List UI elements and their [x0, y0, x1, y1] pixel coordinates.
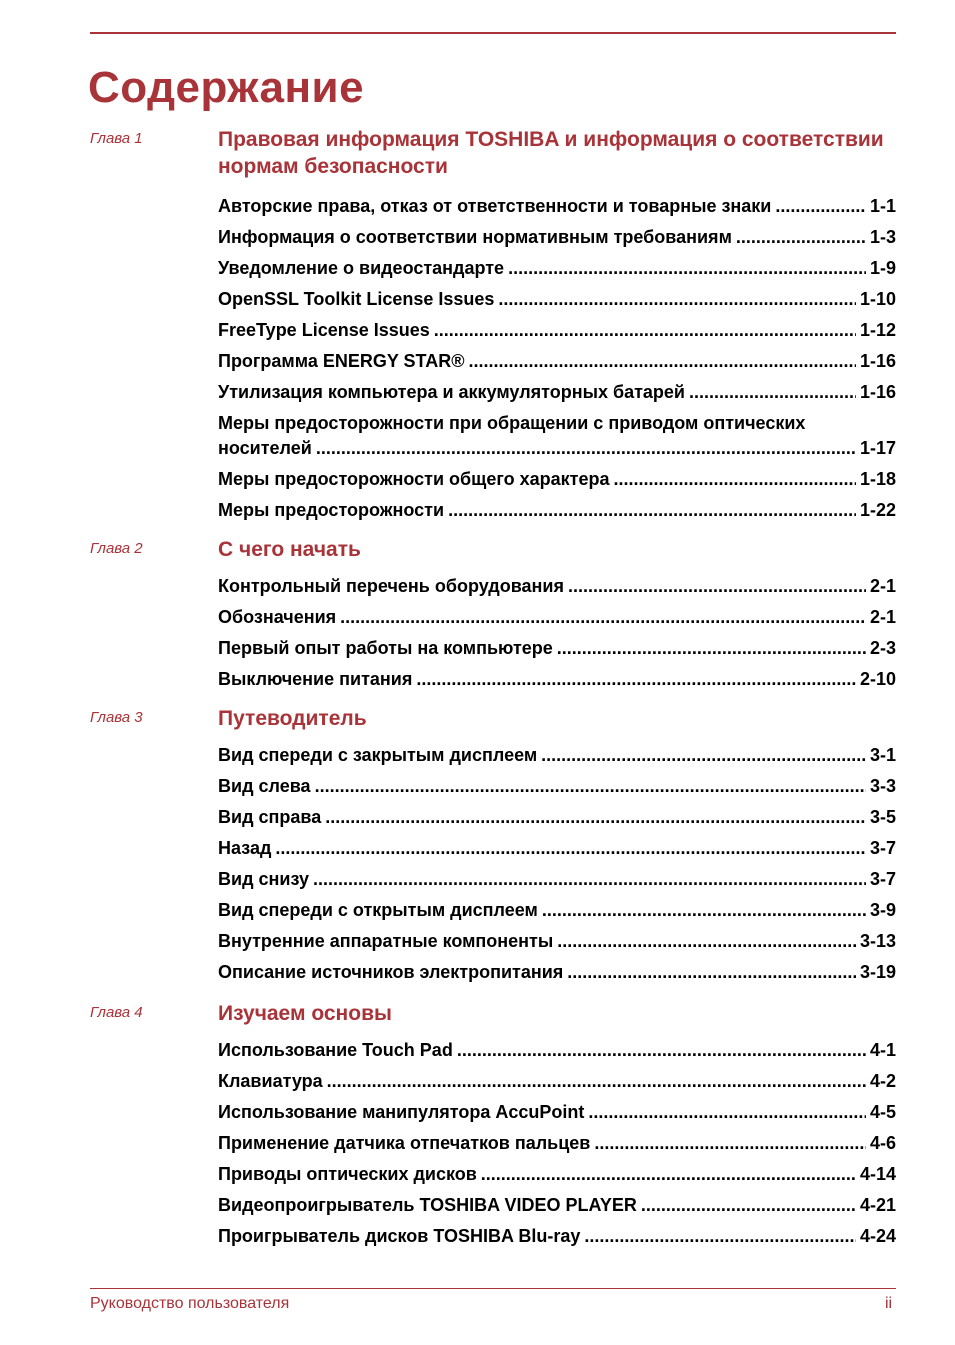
toc-entry-title: Описание источников электропитания [218, 962, 564, 982]
dot-leader [614, 468, 856, 490]
toc-entry-page: 3-1 [869, 745, 896, 765]
toc-entry-title: Вид спереди с открытым дисплеем [218, 900, 538, 920]
toc-entry[interactable] [218, 1070, 896, 1092]
toc-entry[interactable] [218, 1132, 896, 1154]
toc-entry-page: 3-5 [869, 807, 896, 827]
toc-entry-title: Обозначения [218, 607, 337, 627]
toc-entry[interactable] [218, 499, 896, 521]
toc-entry-title: Утилизация компьютера и аккумуляторных батарей [218, 382, 685, 402]
toc-entry[interactable] [218, 1225, 896, 1247]
dot-leader [468, 350, 856, 372]
toc-entry-title: Авторские права, отказ от ответственности и товарные знаки [218, 196, 772, 216]
toc-entry-page: 3-3 [869, 776, 896, 796]
toc-entry-page: 4-24 [859, 1226, 896, 1246]
toc-entry-title: Программа ENERGY STAR® [218, 351, 465, 371]
toc-entry[interactable] [218, 806, 896, 828]
toc-entry-page: 1-10 [859, 289, 896, 309]
chapter-label: Глава 2 [90, 540, 143, 557]
dot-leader [315, 775, 866, 797]
dot-leader [736, 226, 866, 248]
toc-entry[interactable] [218, 1039, 896, 1061]
dot-leader [568, 575, 866, 597]
toc-entry-page: 2-1 [869, 576, 896, 596]
dot-leader [508, 257, 866, 279]
toc-entry-page: 4-21 [859, 1195, 896, 1215]
toc-entry-title: Клавиатура [218, 1071, 323, 1091]
toc-entry[interactable] [218, 868, 896, 890]
toc-entry-title: Назад [218, 838, 272, 858]
toc-entry-title: Вид справа [218, 807, 322, 827]
toc-entry[interactable] [218, 575, 896, 597]
toc-entry-page: 1-16 [859, 351, 896, 371]
dot-leader [541, 744, 866, 766]
toc-entry-title: Использование манипулятора AccuPoint [218, 1102, 585, 1122]
toc-entry[interactable] [218, 350, 896, 372]
toc-entry-title: Приводы оптических дисков [218, 1164, 477, 1184]
toc-entry-page: 1-12 [859, 320, 896, 340]
dot-leader [557, 930, 856, 952]
toc-entry-page: 1-3 [869, 227, 896, 247]
chapter-title-link[interactable]: Правовая информация TOSHIBA и информация о соответствии нормам безопасности [218, 128, 884, 178]
toc-entry[interactable] [218, 1101, 896, 1123]
toc-entry-page: 2-3 [869, 638, 896, 658]
dot-leader [275, 837, 866, 859]
toc-entry[interactable] [218, 637, 896, 659]
toc-entry[interactable] [218, 775, 896, 797]
dot-leader [327, 1070, 866, 1092]
toc-entry[interactable] [218, 288, 896, 310]
toc-entry-page: 3-7 [869, 869, 896, 889]
toc-entry-title: Первый опыт работы на компьютере [218, 638, 553, 658]
toc-entry-title: OpenSSL Toolkit License Issues [218, 289, 495, 309]
toc-entry[interactable] [218, 744, 896, 766]
toc-entry-page: 4-2 [869, 1071, 896, 1091]
dot-leader [481, 1163, 856, 1185]
dot-leader [557, 637, 866, 659]
dot-leader [689, 381, 856, 403]
toc-entry-page: 1-9 [869, 258, 896, 278]
dot-leader [316, 437, 856, 459]
toc-entry-page: 4-14 [859, 1164, 896, 1184]
dot-leader [340, 606, 866, 628]
toc-entry[interactable] [218, 468, 896, 490]
toc-entry-page: 1-1 [869, 196, 896, 216]
toc-entry-page: 3-9 [869, 900, 896, 920]
toc-entry[interactable] [218, 930, 896, 952]
footer-page-number: ii [885, 1295, 893, 1312]
dot-leader [594, 1132, 866, 1154]
dot-leader [416, 668, 856, 690]
toc-entry-title: FreeType License Issues [218, 320, 430, 340]
chapter-label: Глава 4 [90, 1004, 143, 1021]
toc-entry-title: Меры предосторожности общего характера [218, 469, 610, 489]
toc-entry-title: Вид спереди с закрытым дисплеем [218, 745, 538, 765]
toc-entry-title: Уведомление о видеостандарте [218, 258, 505, 278]
chapter-label: Глава 3 [90, 709, 143, 726]
toc-entry[interactable] [218, 899, 896, 921]
toc-entry[interactable] [218, 381, 896, 403]
toc-entry[interactable] [218, 226, 896, 248]
toc-entry[interactable] [218, 195, 896, 217]
dot-leader [584, 1225, 856, 1247]
toc-entry-title: Выключение питания [218, 669, 413, 689]
toc-entry-page: 3-7 [869, 838, 896, 858]
dot-leader [313, 868, 866, 890]
dot-leader [588, 1101, 866, 1123]
toc-entry-page: 4-5 [869, 1102, 896, 1122]
toc-entry[interactable] [218, 837, 896, 859]
chapter-label: Глава 1 [90, 130, 143, 147]
toc-entry-page: 2-10 [859, 669, 896, 689]
toc-entry-page: 3-13 [859, 931, 896, 951]
chapter-title-link[interactable]: Изучаем основы [218, 1002, 392, 1025]
dot-leader [498, 288, 856, 310]
dot-leader [457, 1039, 866, 1061]
dot-leader [434, 319, 856, 341]
toc-entry-page: 1-22 [859, 500, 896, 520]
toc-entry[interactable] [218, 319, 896, 341]
toc-entry-title: Меры предосторожности при обращении с приводом оптических [218, 413, 806, 433]
toc-entry[interactable] [218, 257, 896, 279]
chapter-title-link[interactable]: С чего начать [218, 538, 361, 561]
toc-entry[interactable] [218, 1194, 896, 1216]
toc-entry-title: Меры предосторожности [218, 500, 445, 520]
dot-leader [775, 195, 866, 217]
dot-leader [542, 899, 866, 921]
toc-entry-page: 1-16 [859, 382, 896, 402]
toc-entry[interactable] [218, 606, 896, 628]
chapter-title-link[interactable]: Путеводитель [218, 707, 367, 730]
dot-leader [567, 961, 856, 983]
toc-entry-page: 2-1 [869, 607, 896, 627]
toc-entry-page: 1-17 [859, 438, 896, 458]
top-rule [90, 32, 896, 34]
toc-entry-title: Информация о соответствии нормативным требованиям [218, 227, 732, 247]
footer-document-title: Руководство пользователя [90, 1295, 290, 1312]
toc-entry-title: Внутренние аппаратные компоненты [218, 931, 554, 951]
toc-entry-page: 4-1 [869, 1040, 896, 1060]
toc-entry-title: Использование Touch Pad [218, 1040, 453, 1060]
toc-entry-page: 1-18 [859, 469, 896, 489]
toc-entry-title: Применение датчика отпечатков пальцев [218, 1133, 591, 1153]
dot-leader [448, 499, 856, 521]
toc-entry-title: Видеопроигрыватель TOSHIBA VIDEO PLAYER [218, 1195, 637, 1215]
toc-entry[interactable] [218, 668, 896, 690]
page-title: Содержание [88, 63, 365, 112]
toc-entry-title: Контрольный перечень оборудования [218, 576, 564, 596]
toc-entry-page: 3-19 [859, 962, 896, 982]
toc-entry-title: Проигрыватель дисков TOSHIBA Blu-ray [218, 1226, 581, 1246]
dot-leader [641, 1194, 856, 1216]
toc-entry-title-continued: носителей [218, 438, 312, 458]
bottom-rule [90, 1288, 896, 1289]
toc-entry-title: Вид снизу [218, 869, 309, 889]
toc-entry[interactable] [218, 961, 896, 983]
toc-entry-title: Вид слева [218, 776, 311, 796]
toc-entry[interactable] [218, 1163, 896, 1185]
toc-entry[interactable] [218, 412, 896, 459]
toc-entry-page: 4-6 [869, 1133, 896, 1153]
dot-leader [325, 806, 866, 828]
